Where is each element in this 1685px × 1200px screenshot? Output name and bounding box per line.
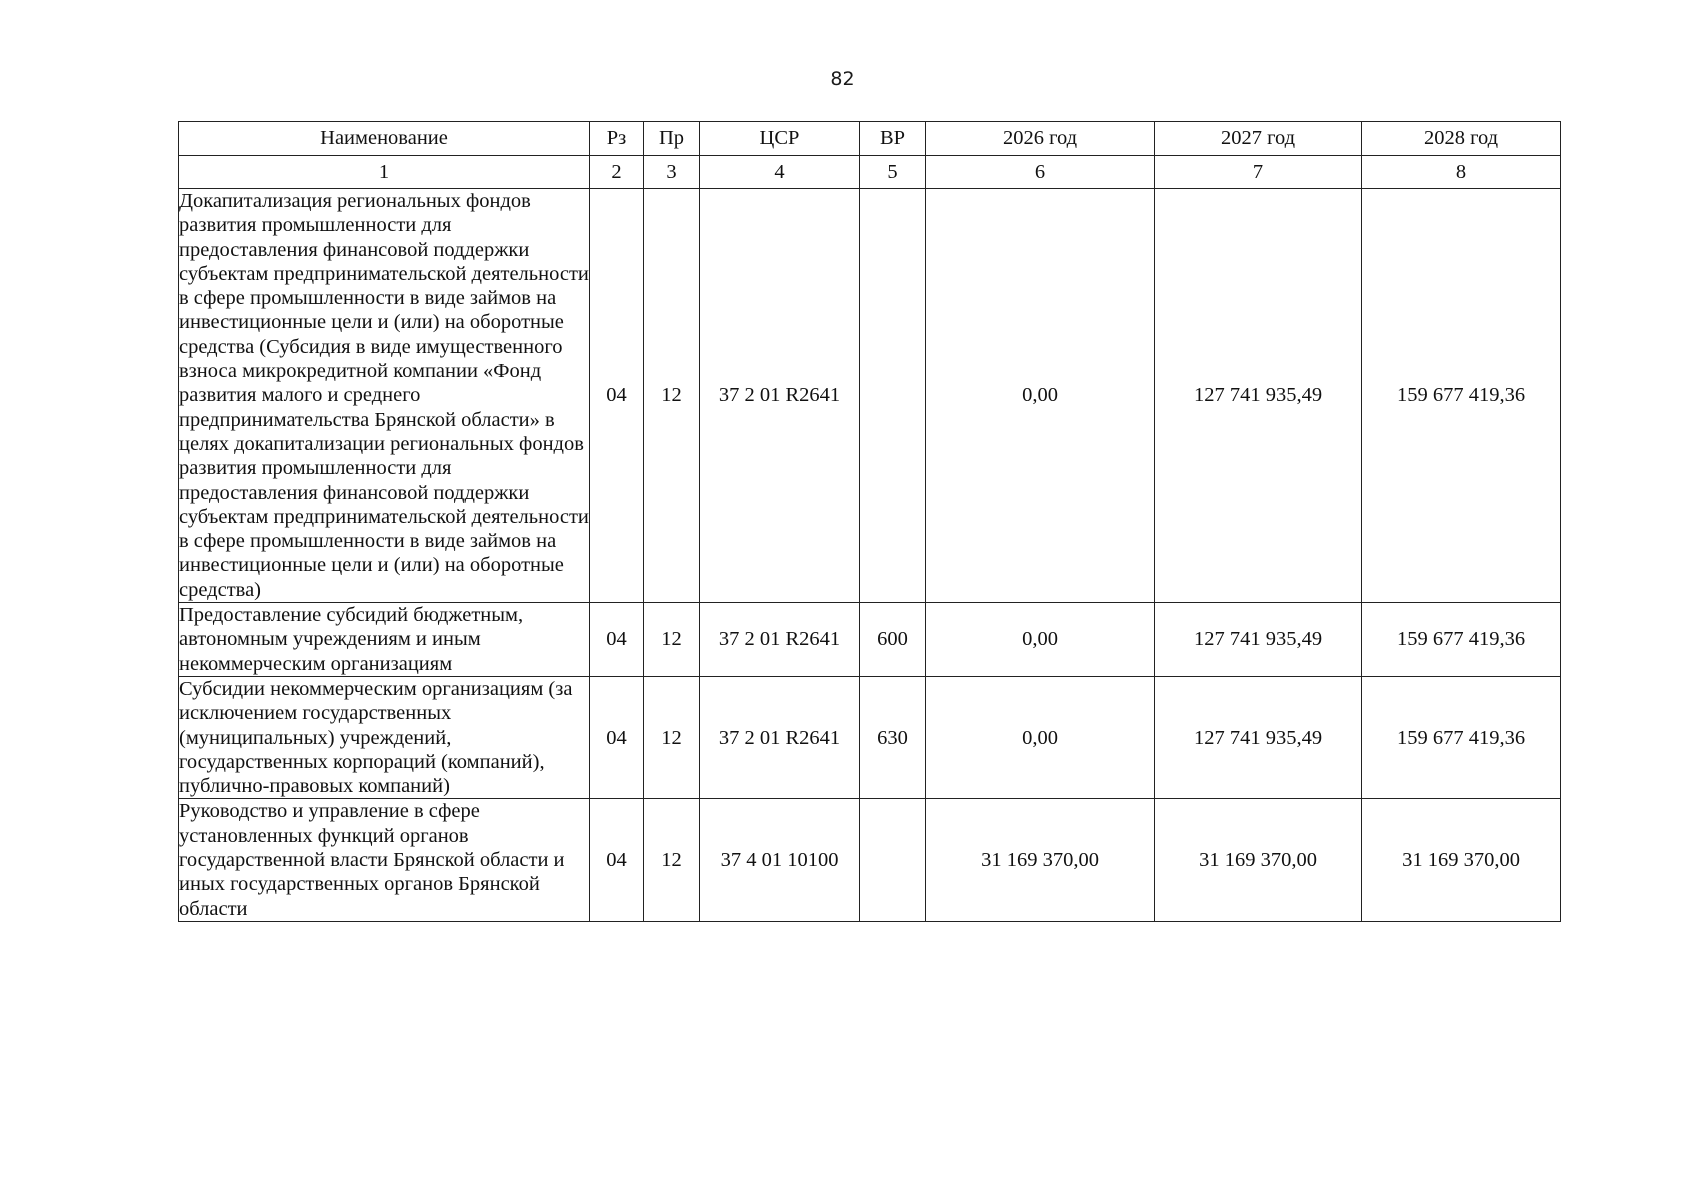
row-pr: 12 <box>644 603 700 677</box>
row-vr: 600 <box>860 603 926 677</box>
row-amount-2026: 31 169 370,00 <box>926 799 1155 921</box>
row-rz: 04 <box>590 603 644 677</box>
row-amount-2028: 159 677 419,36 <box>1362 676 1561 798</box>
row-amount-2028: 159 677 419,36 <box>1362 189 1561 603</box>
header-year-2028: 2028 год <box>1362 122 1561 156</box>
row-name: Субсидии некоммерческим организациям (за исключением государственных (муниципальных) учреждений, государственных корпораций (компаний), публично-правовых компаний) <box>179 676 590 798</box>
row-csr: 37 4 01 10100 <box>700 799 860 921</box>
row-pr: 12 <box>644 676 700 798</box>
row-name: Руководство и управление в сфере установленных функций органов государственной власти Брянской области и иных государственных органов Брянской области <box>179 799 590 921</box>
header-vr: ВР <box>860 122 926 156</box>
table-row <box>179 189 1561 603</box>
header-pr: Пр <box>644 122 700 156</box>
column-number: 6 <box>926 156 1155 189</box>
header-csr: ЦСР <box>700 122 860 156</box>
row-amount-2026: 0,00 <box>926 676 1155 798</box>
row-amount-2028: 159 677 419,36 <box>1362 603 1561 677</box>
column-number: 3 <box>644 156 700 189</box>
row-csr: 37 2 01 R2641 <box>700 189 860 603</box>
column-number: 1 <box>179 156 590 189</box>
row-amount-2027: 127 741 935,49 <box>1155 676 1362 798</box>
column-number: 7 <box>1155 156 1362 189</box>
page-number: 82 <box>830 68 855 90</box>
header-rz: Рз <box>590 122 644 156</box>
row-amount-2026: 0,00 <box>926 189 1155 603</box>
row-name: Докапитализация региональных фондов развития промышленности для предоставления финансовой поддержки субъектам предпринимательской деятельности в сфере промышленности в виде займов на инвестиционные цели и (или) на оборотные средства (Субсидия в виде имущественного взноса микрокредитной компании «Фонд развития малого и среднего предпринимательства Брянской области» в целях докапитализации региональных фондов развития промышленности для предоставления финансовой поддержки субъектам предпринимательской деятельности в сфере промышленности в виде займов на инвестиционные цели и (или) на оборотные средства) <box>179 190 589 601</box>
row-csr: 37 2 01 R2641 <box>700 603 860 677</box>
row-vr: 630 <box>860 676 926 798</box>
header-year-2027: 2027 год <box>1155 122 1362 156</box>
table-row <box>179 676 1561 798</box>
header-year-2026: 2026 год <box>926 122 1155 156</box>
row-rz: 04 <box>590 676 644 798</box>
row-amount-2028: 31 169 370,00 <box>1362 799 1561 921</box>
column-number: 2 <box>590 156 644 189</box>
row-csr: 37 2 01 R2641 <box>700 676 860 798</box>
row-pr: 12 <box>644 189 700 603</box>
column-number: 4 <box>700 156 860 189</box>
row-vr <box>860 189 926 603</box>
table-row <box>179 603 1561 677</box>
row-rz: 04 <box>590 799 644 921</box>
table-row <box>179 799 1561 921</box>
header-name: Наименование <box>179 122 590 156</box>
column-number-row <box>179 156 1561 189</box>
column-number: 5 <box>860 156 926 189</box>
row-amount-2027: 127 741 935,49 <box>1155 603 1362 677</box>
row-rz: 04 <box>590 189 644 603</box>
header-row <box>179 122 1561 156</box>
row-pr: 12 <box>644 799 700 921</box>
column-number: 8 <box>1362 156 1561 189</box>
row-amount-2026: 0,00 <box>926 603 1155 677</box>
row-amount-2027: 31 169 370,00 <box>1155 799 1362 921</box>
row-vr <box>860 799 926 921</box>
row-amount-2027: 127 741 935,49 <box>1155 189 1362 603</box>
row-name: Предоставление субсидий бюджетным, автономным учреждениям и иным некоммерческим организациям <box>179 603 590 677</box>
budget-table <box>178 121 1561 922</box>
